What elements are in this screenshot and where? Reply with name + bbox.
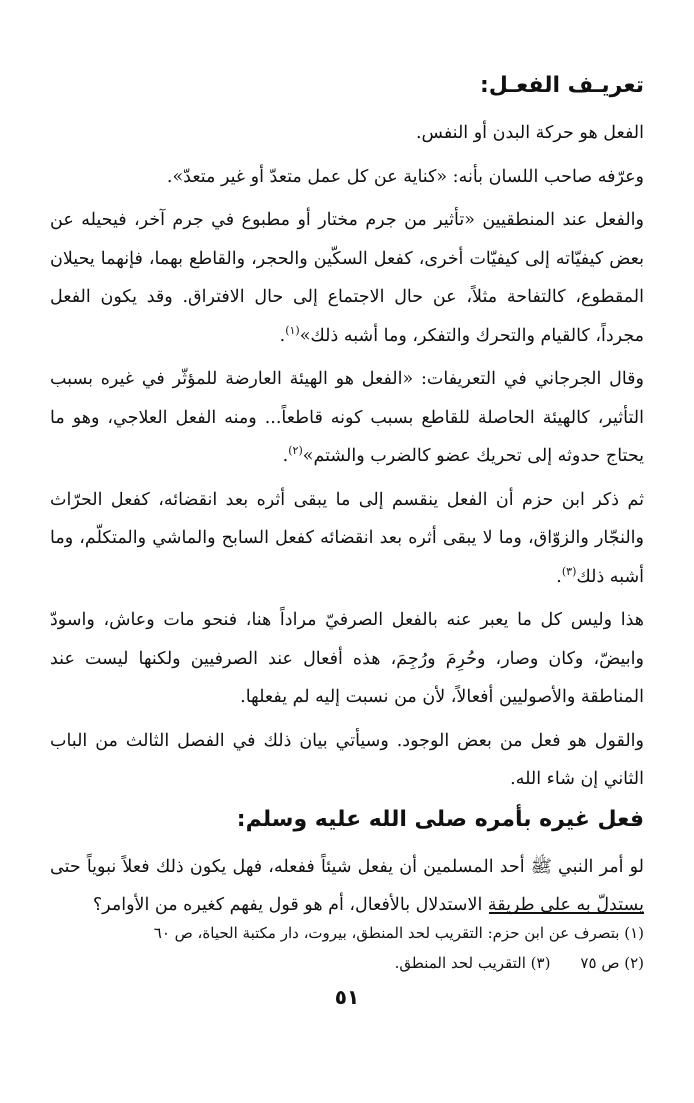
paragraph-command-question: لو أمر النبي ﷺ أحد المسلمين أن يفعل شيئاً ففعله، فهل يكون ذلك فعلاً نبوياً حتى يستدلّ به على طريقة الاستدلال بالأفعال، أم هو قول يفهم كغيره من الأوامر؟ <box>50 856 644 915</box>
paragraph-end: . <box>282 446 289 466</box>
paragraph-lisan-definition: وعرّفه صاحب اللسان بأنه: «كناية عن كل عمل متعدّ أو غير متعدّ». <box>166 166 644 187</box>
footnote-ref-1: (١) <box>285 323 300 337</box>
paragraph-text: وقال الجرجاني في التعريفات: «الفعل هو الهيئة العارضة للمؤثّر في غيره بسبب التأثير، كالهيئة الحاصلة للقاطع بسبب كونه قاطعاً... ومنه الفعل العلاجي، وهو ما يحتاج حدوثه إلى تحريك عضو كالضرب والشتم» <box>50 369 644 466</box>
page-number: ٥١ <box>334 985 360 1009</box>
paragraph-speech-is-act: والقول هو فعل من بعض الوجود. وسيأتي بيان ذلك في الفصل الثالث من الباب الثاني إن شاء الله. <box>50 730 644 789</box>
footnotes <box>50 912 644 978</box>
paragraph-logicians-definition <box>50 201 644 355</box>
footnote-3: (٣) التقريب لحد المنطق. <box>394 954 551 972</box>
paragraph-morphological-verbs: هذا وليس كل ما يعبر عنه بالفعل الصرفيّ مراداً هنا، فنحو مات وعاش، واسودّ وابيضّ، وكان وصار، وحُرِمَ ورُجِمَ، هذه أفعال عند الصرفيين ولكنها ليست عند المناطقة والأصوليين أفعالاً، لأن من نسبت إليه لم يفعلها. <box>50 610 644 707</box>
paragraph-end: . <box>556 566 562 587</box>
footnote-ref-3: (٣) <box>561 564 577 578</box>
section-heading-verb-definition: تعريـف الفعـل: <box>479 73 644 98</box>
paragraph-end: . <box>279 325 286 346</box>
paragraph-verb-motion: الفعل هو حركة البدن أو النفس. <box>415 123 644 143</box>
footnote-ref-2: (٢) <box>288 444 303 458</box>
paragraph-text: ثم ذكر ابن حزم أن الفعل ينقسم إلى ما يبقى أثره بعد انقضائه، كفعل الحرّاث والنجّار والزوّاق، وما لا يبقى أثره بعد انقضائه كفعل السابح والماشي والمتكلّم، وما أشبه ذلك <box>50 489 644 587</box>
section-heading-act-by-command: فعل غيره بأمره صلى الله عليه وسلم: <box>236 806 644 832</box>
footnote-row <box>50 948 644 978</box>
paragraph-text: والفعل عند المنطقيين «تأثير من جرم مختار أو مطبوع في جرم آخر، فيحيله عن بعض كيفيّاته إلى كيفيّات أخرى، كفعل السكّين والحجر، والقاطع بهما، فإنهما يحيلان المقطوع، كالتفاحة مثلاً، عن حال الاجتماع إلى حال الافتراق. وقد يكون الفعل مجرداً، كالقيام والتحرك والتفكر، وما أشبه ذلك» <box>50 210 644 346</box>
footnote-divider <box>489 912 644 914</box>
paragraph-jurjani-definition <box>50 360 644 476</box>
paragraph-ibn-hazm-division <box>50 481 644 597</box>
footnote-1: (١) بتصرف عن ابن حزم: التقريب لحد المنطق، بيروت، دار مكتبة الحياة، ص ٦٠ <box>153 924 644 942</box>
footnote-2: (٢) ص ٧٥ <box>580 954 644 972</box>
